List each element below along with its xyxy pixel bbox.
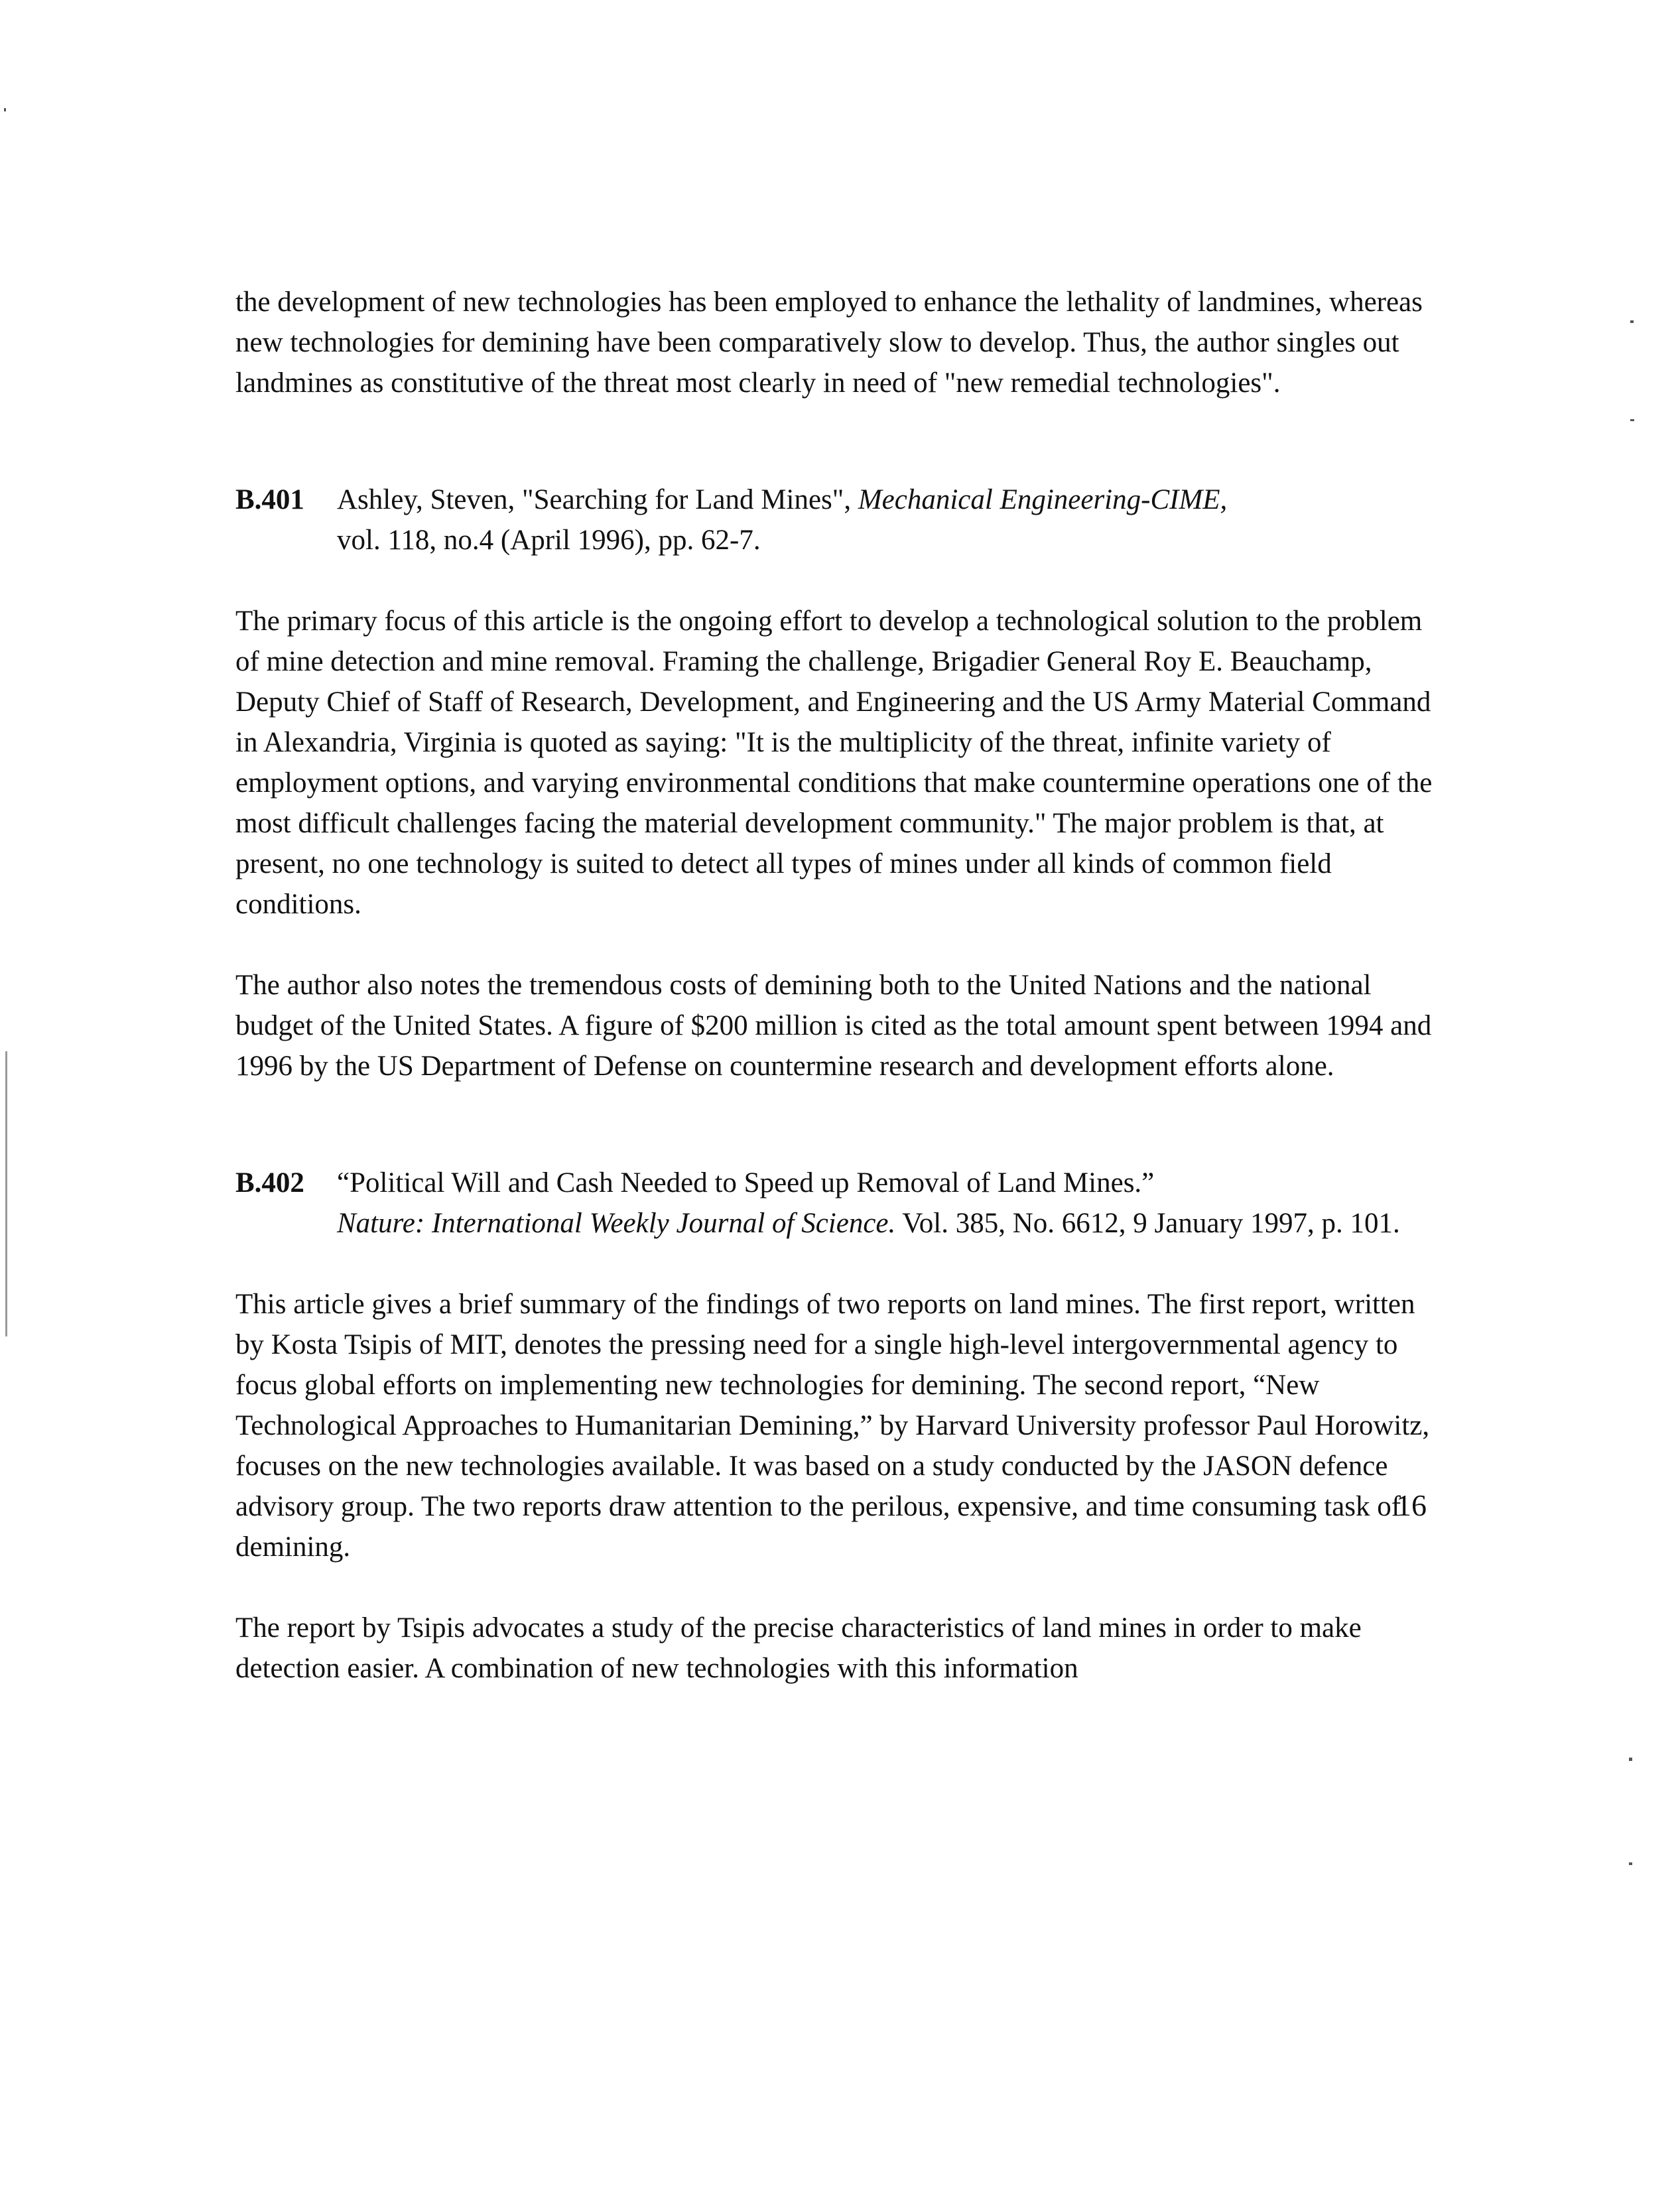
summary-paragraph: The author also notes the tremendous costs of demining both to the United Nations and the national budget of the United States. A figure of $200 million is cited as the total amount spent between 1994 and 1996 by the US Department of Defense on countermine research and development efforts alone. [235, 970, 1432, 1082]
bibliography-entry-b401 [235, 480, 1436, 560]
citation-details: Vol. 385, No. 6612, 9 January 1997, p. 101. [895, 1208, 1400, 1239]
scan-speck [1630, 419, 1634, 421]
scan-speck [1630, 320, 1634, 323]
bibliography-entry-b402 [235, 1163, 1436, 1244]
scan-edge-mark [5, 1051, 7, 1336]
continued-paragraph: the development of new technologies has been employed to enhance the lethality of landmines, whereas new technologies for demining have been comparatively slow to develop. Thus, the author singles out landmines as constitutive of the threat most clearly in need of "new remedial technologies". [235, 287, 1423, 399]
summary-paragraph: The report by Tsipis advocates a study of the precise characteristics of land mines in order to make detection easier. A combination of new technologies with this information [235, 1612, 1362, 1684]
citation-journal: Mechanical Engineering-CIME, [858, 484, 1228, 515]
page-number: 16 [1396, 1488, 1427, 1522]
citation-details: vol. 118, no.4 (April 1996), pp. 62-7. [337, 525, 761, 556]
summary-paragraph: This article gives a brief summary of the findings of two reports on land mines. The first report, written by Kosta Tsipis of MIT, denotes the pressing need for a single high-level intergovernmental agency to focus global efforts on implementing new technologies for demining. The second report, “New Technological Approaches to Humanitarian Demining,” by Harvard University professor Paul Horowitz, focuses on the new technologies available. It was based on a study conducted by the JASON defence advisory group. The two reports draw attention to the perilous, expensive, and time consuming task of demining. [235, 1289, 1430, 1563]
scan-speck [4, 108, 6, 111]
summary-paragraph: The primary focus of this article is the ongoing effort to develop a technological solution to the problem of mine detection and mine removal. Framing the challenge, Brigadier General Roy E. Beauchamp, Deputy Chief of Staff of Research, Development, and Engineering and the US Army Material Command in Alexandria, Virginia is quoted as saying: "It is the multiplicity of the threat, infinite variety of employment options, and varying environmental conditions that make countermine operations one of the most difficult challenges facing the material development community." The major problem is that, at present, no one technology is suited to detect all types of mines under all kinds of common field conditions. [235, 606, 1433, 920]
citation-journal: Nature: International Weekly Journal of Science. [337, 1208, 896, 1239]
citation-text: “Political Will and Cash Needed to Speed up Removal of Land Mines.” [337, 1167, 1155, 1198]
entry-id: B.402 [235, 1167, 304, 1198]
scan-speck [1629, 1862, 1632, 1865]
scan-speck [1629, 1758, 1632, 1761]
entry-citation [337, 1163, 1436, 1244]
document-page [235, 282, 1436, 1689]
citation-text: Ashley, Steven, "Searching for Land Mines", [337, 484, 858, 515]
entry-citation [337, 480, 1436, 560]
entry-id: B.401 [235, 484, 304, 515]
